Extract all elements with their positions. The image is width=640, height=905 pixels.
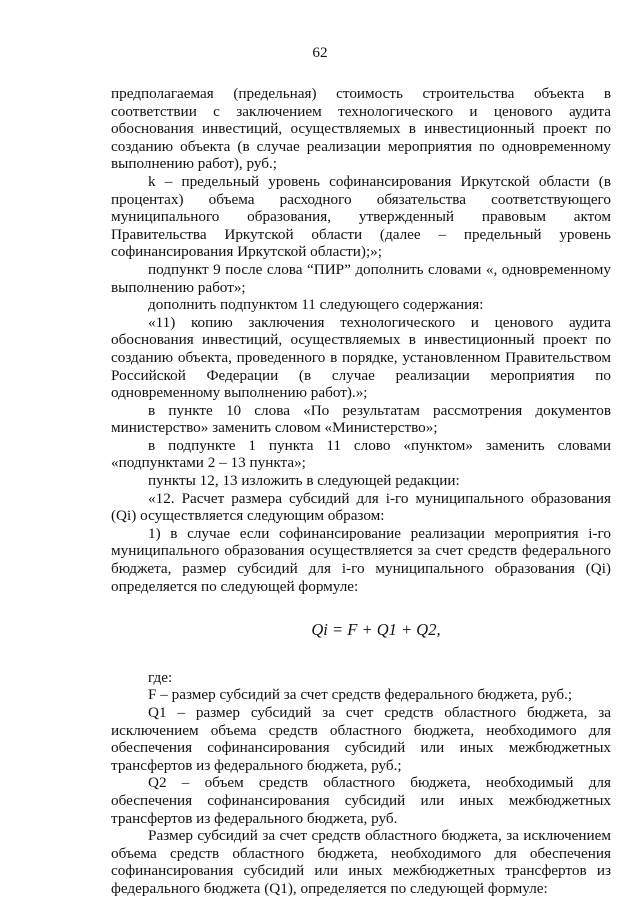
page-number: 62	[312, 44, 328, 61]
paragraph-where: где:	[148, 668, 173, 686]
paragraph-f-definition: F – размер субсидий за счет средств федерального бюджета, руб.;	[148, 686, 573, 704]
paragraph-subpoint-9: подпункт 9 после слова “ПИР” дополнить словами «, одновременному выполнению работ»;	[111, 260, 611, 296]
paragraph-k-definition: k – предельный уровень софинансирования Иркутской области (в процентах) объема расходного обязательства соответствующего муниципального образования, утвержденный правовым актом Правительства Иркутской области (далее – предельный уровень софинансирования Иркутской области);»;	[111, 172, 611, 261]
paragraph-point-11: в подпункте 1 пункта 11 слово «пунктом» заменить словами «подпунктами 2 – 13 пункта»;	[111, 436, 611, 472]
document-body	[111, 85, 611, 898]
paragraph-case-1: 1) в случае если софинансирование реализации мероприятия i-го муниципального образования осуществляется за счет средств федерального бюджета, размер субсидий для i-го муниципального образования (Qi) определяется по следующей формуле:	[111, 524, 611, 595]
paragraph-subpoint-11-text: «11) копию заключения технологического и ценового аудита обоснования инвестиций, осуществляемых в инвестиционный проект по созданию объекта, проведенного в порядке, установленном Правительством Российской Федерации (в случае реализации мероприятия по одновременному выполнению работ).»;	[111, 313, 611, 402]
paragraph-cost-description: предполагаемая (предельная) стоимость строительства объекта в соответствии с заключением технологического и ценового аудита обоснования инвестиций, осуществляемых в инвестиционный проект по созданию объекта (в случае реализации мероприятия по одновременному выполнению работ), руб.;	[111, 85, 611, 173]
paragraph-q1-size: Размер субсидий за счет средств областного бюджета, за исключением объема средств областного бюджета, необходимого для обеспечения софинансирования субсидий или иных межбюджетных трансфертов из федерального бюджета (Q1), определяется по следующей формуле:	[111, 827, 611, 897]
paragraph-points-12-13: пункты 12, 13 изложить в следующей редакции:	[148, 472, 460, 490]
paragraph-q1-definition: Q1 – размер субсидий за счет средств областного бюджета, за исключением объема средств областного бюджета, необходимого для обеспечения софинансирования субсидий или иных межбюджетных трансфертов из федерального бюджета, руб.;	[111, 704, 611, 774]
paragraph-add-subpoint-11: дополнить подпунктом 11 следующего содержания:	[148, 296, 484, 314]
paragraph-point-10: в пункте 10 слова «По результатам рассмотрения документов министерство» заменить словом «Министерство»;	[111, 401, 611, 437]
paragraph-point-12: «12. Расчет размера субсидий для i-го муниципального образования (Qi) осуществляется следующим образом:	[111, 489, 611, 525]
formula-qi: Qi = F + Q1 + Q2,	[311, 620, 441, 640]
paragraph-q2-definition: Q2 – объем средств областного бюджета, необходимый для обеспечения софинансирования субсидий или иных межбюджетных трансфертов из федерального бюджета, руб.	[111, 774, 611, 827]
